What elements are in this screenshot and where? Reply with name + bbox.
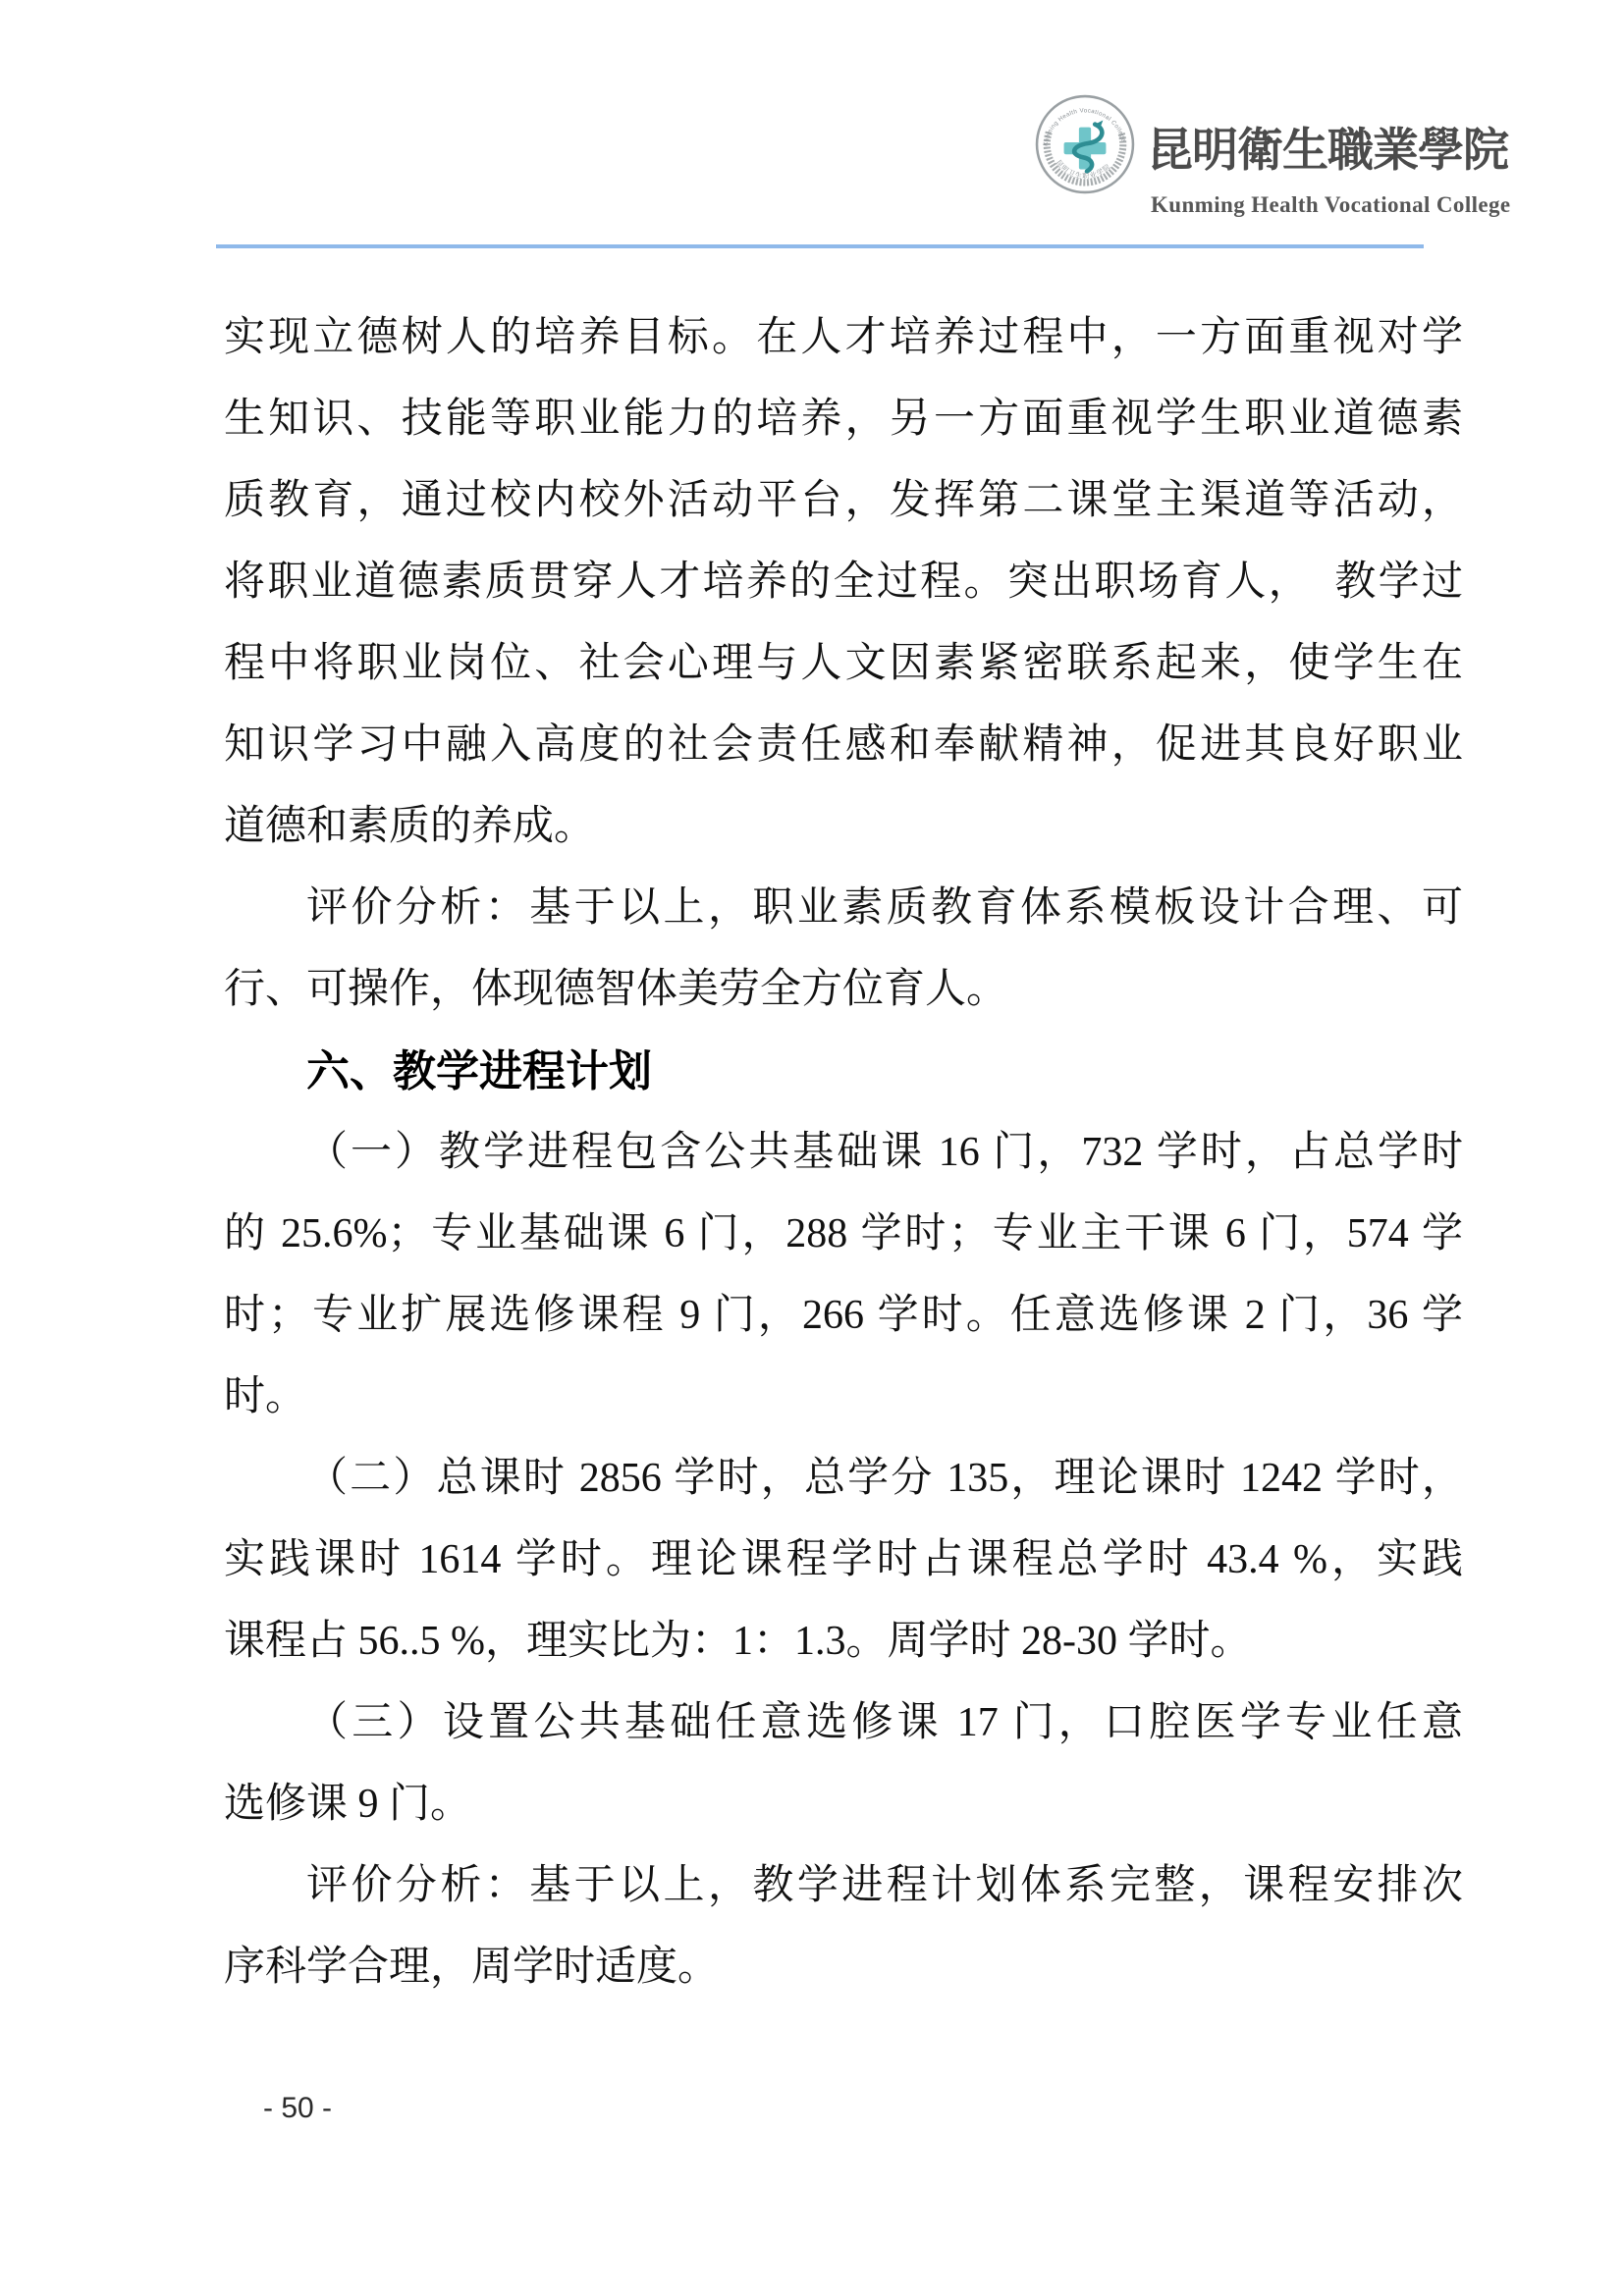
text-line: 评价分析：基于以上，职业素质教育体系模板设计合理、可 bbox=[306, 885, 1463, 931]
document-body bbox=[224, 297, 1463, 2008]
text-line: 选修课 9 门。 bbox=[224, 1782, 472, 1827]
section-heading: 六、教学进程计划 bbox=[306, 1047, 652, 1095]
text-line: 程中将职业岗位、社会心理与人文因素紧密联系起来，使学生在 bbox=[224, 641, 1463, 686]
logo-ring-text-bottom: 昆明卫生职业学院 bbox=[1054, 158, 1112, 181]
text-line: 评价分析：基于以上，教学进程计划体系完整，课程安排次 bbox=[306, 1863, 1463, 1908]
text-line: （二）总课时 2856 学时，总学分 135，理论课时 1242 学时， bbox=[306, 1456, 1463, 1501]
text-line: 知识学习中融入高度的社会责任感和奉献精神，促进其良好职业 bbox=[224, 722, 1463, 768]
text-line: 实践课时 1614 学时。理论课程学时占课程总学时 43.4 %，实践 bbox=[224, 1537, 1463, 1582]
text-line: 生知识、技能等职业能力的培养，另一方面重视学生职业道德素 bbox=[224, 397, 1463, 442]
text-line: 将职业道德素质贯穿人才培养的全过程。突出职场育人， 教学过 bbox=[224, 560, 1463, 605]
page-number: - 50 - bbox=[263, 2092, 333, 2124]
header-divider-line bbox=[216, 244, 1424, 248]
text-line: 课程占 56..5 %，理实比为：1：1.3。周学时 28-30 学时。 bbox=[224, 1619, 1252, 1664]
text-line: 道德和素质的养成。 bbox=[224, 804, 596, 849]
text-line: （一）教学进程包含公共基础课 16 门，732 学时，占总学时 bbox=[306, 1130, 1463, 1175]
college-name-calligraphy: 昆明衛生職業學院 bbox=[1147, 126, 1508, 177]
text-line: 行、可操作，体现德智体美劳全方位育人。 bbox=[224, 967, 1008, 1012]
college-logo-icon bbox=[1035, 94, 1135, 194]
text-line: （三）设置公共基础任意选修课 17 门，口腔医学专业任意 bbox=[306, 1700, 1463, 1745]
text-line: 质教育，通过校内校外活动平台，发挥第二课堂主渠道等活动， bbox=[224, 478, 1463, 523]
college-name-english: Kunming Health Vocational College bbox=[1151, 192, 1511, 217]
text-line: 的 25.6%；专业基础课 6 门，288 学时；专业主干课 6 门，574 学 bbox=[224, 1211, 1463, 1256]
text-line: 时；专业扩展选修课程 9 门，266 学时。任意选修课 2 门，36 学 bbox=[224, 1293, 1463, 1338]
logo-ring-text-top: Kunming Health Vocational College bbox=[1042, 107, 1127, 147]
text-line: 序科学合理，周学时适度。 bbox=[224, 1945, 720, 1990]
text-line: 时。 bbox=[224, 1374, 307, 1419]
text-line: 实现立德树人的培养目标。在人才培养过程中，一方面重视对学 bbox=[224, 315, 1463, 360]
